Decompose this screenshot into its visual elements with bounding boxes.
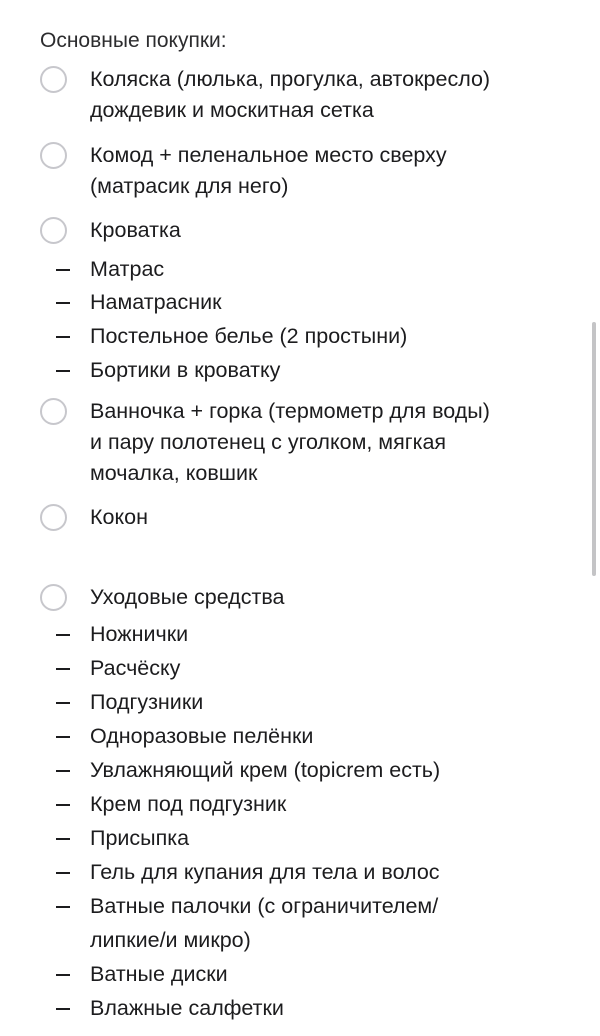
dash-bullet-icon <box>56 702 70 704</box>
item-text-line: Присыпка <box>90 826 190 850</box>
dash-bullet-icon <box>56 804 70 806</box>
dash-bullet-icon <box>56 269 70 271</box>
item-text-line: Ножнички <box>90 622 189 646</box>
item-text-line: мочалка, ковшик <box>90 461 258 485</box>
item-text-line: Наматрасник <box>90 290 222 314</box>
item-text-line: Увлажняющий крем (topicrem есть) <box>90 758 441 782</box>
item-text-line: Уходовые средства <box>90 585 285 609</box>
dash-bullet-icon <box>56 668 70 670</box>
dash-bullet-icon <box>56 336 70 338</box>
item-text-line: Ватные диски <box>90 962 228 986</box>
dash-bullet-icon <box>56 838 70 840</box>
item-text-line: Кокон <box>90 505 148 529</box>
checkbox-circle-icon[interactable] <box>40 142 67 169</box>
dash-bullet-icon <box>56 770 70 772</box>
checkbox-circle-icon[interactable] <box>40 217 67 244</box>
dash-bullet-icon <box>56 974 70 976</box>
dash-bullet-icon <box>56 370 70 372</box>
dash-bullet-icon <box>56 634 70 636</box>
vertical-scrollbar[interactable] <box>592 322 596 576</box>
dash-bullet-icon <box>56 736 70 738</box>
item-text-line: Коляска (люлька, прогулка, автокресло) <box>90 67 491 91</box>
item-text-line: Подгузники <box>90 690 204 714</box>
item-text-line: Бортики в кроватку <box>90 358 281 382</box>
item-text-line: Расчёску <box>90 656 181 680</box>
checkbox-circle-icon[interactable] <box>40 504 67 531</box>
item-text-line: Ватные палочки (с ограничителем/ <box>90 894 439 918</box>
dash-bullet-icon <box>56 302 70 304</box>
item-text-line: и пару полотенец с уголком, мягкая <box>90 430 447 454</box>
checkbox-circle-icon[interactable] <box>40 398 67 425</box>
item-text-line: Крем под подгузник <box>90 792 287 816</box>
dash-bullet-icon <box>56 1008 70 1010</box>
item-text-line: Матрас <box>90 257 165 281</box>
item-text-line: липкие/и микро) <box>90 928 251 952</box>
note-heading: Основные покупки: <box>40 29 227 52</box>
item-text-line: Постельное белье (2 простыни) <box>90 324 408 348</box>
checkbox-circle-icon[interactable] <box>40 584 67 611</box>
item-text-line: (матрасик для него) <box>90 174 289 198</box>
dash-bullet-icon <box>56 872 70 874</box>
item-text-line: дождевик и москитная сетка <box>90 98 374 122</box>
item-text-line: Гель для купания для тела и волос <box>90 860 440 884</box>
checkbox-circle-icon[interactable] <box>40 66 67 93</box>
item-text-line: Одноразовые пелёнки <box>90 724 314 748</box>
item-text-line: Кроватка <box>90 218 181 242</box>
dash-bullet-icon <box>56 906 70 908</box>
item-text-line: Влажные салфетки <box>90 996 284 1020</box>
item-text-line: Ванночка + горка (термометр для воды) <box>90 399 490 423</box>
item-text-line: Комод + пеленальное место сверху <box>90 143 447 167</box>
